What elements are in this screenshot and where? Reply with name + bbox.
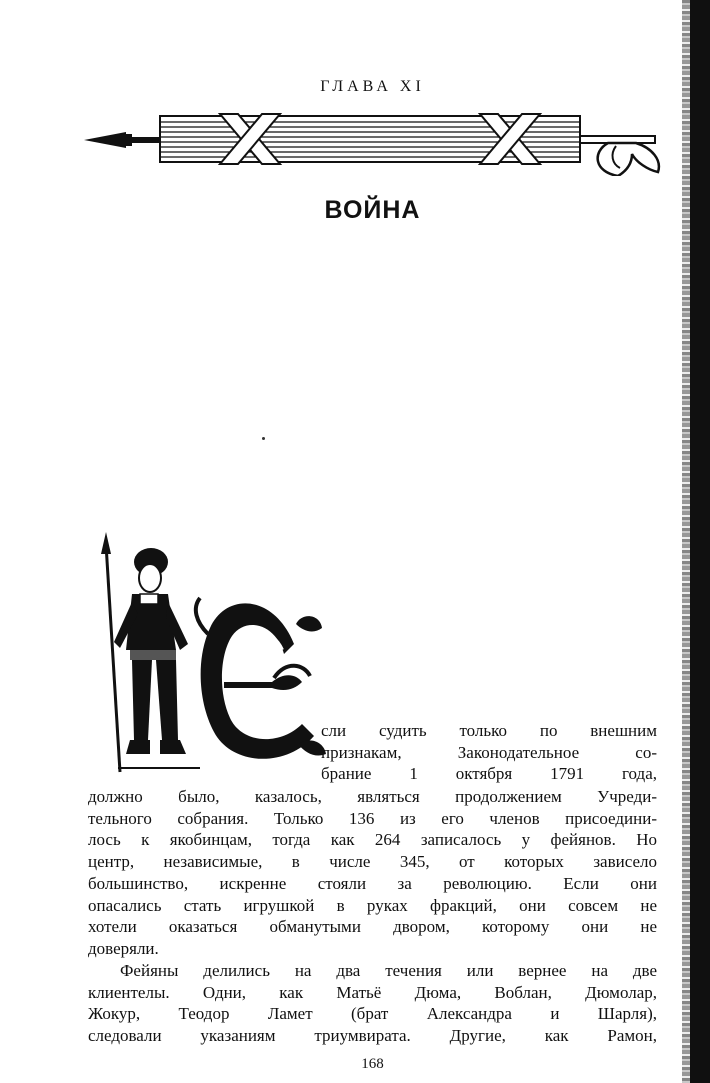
page-number: 168 — [361, 1056, 384, 1072]
text-line: лось к якобинцам, тогда как 264 записалось у фейянов. Но — [88, 830, 657, 850]
paragraph-2 — [88, 960, 657, 1047]
scan-edge-shadow — [690, 0, 710, 1083]
scan-speck — [262, 437, 265, 440]
text-line: признакам, Законодательное со- — [321, 742, 657, 762]
text-line: следовали указаниям триумвирата. Другие, как Рамон, — [88, 1026, 657, 1046]
text-line: брание 1 октября 1791 года, — [321, 764, 657, 784]
text-line: большинство, искренне стояли за революцию. Если они — [88, 873, 657, 893]
text-line: хотели оказаться обманутыми двором, которому они не — [88, 917, 657, 937]
chapter-title: ВОЙНА — [324, 196, 421, 224]
decorative-initial-letter — [96, 532, 328, 780]
text-line: должно было, казалось, являться продолжением Учреди- — [88, 787, 657, 806]
paragraph-1 — [88, 786, 657, 960]
text-line: центр, независимые, в числе 345, от которых зависело — [88, 852, 657, 872]
text-line: Фейяны делились на два течения или вернее на две — [120, 961, 657, 980]
text-line: опасались стать игрушкой в руках фракций, они совсем не — [88, 895, 657, 915]
text-line: доверяли. — [88, 938, 159, 958]
pike-and-axe-ornament — [80, 110, 662, 176]
text-line: сли судить только по внешним — [321, 721, 657, 740]
text-line: Жокур, Теодор Ламет (брат Александра и Шарля), — [88, 1004, 657, 1024]
text-line: клиентелы. Одни, как Матьё Дюма, Воблан, Дюмолар, — [88, 982, 657, 1002]
chapter-label: ГЛАВА XI — [320, 78, 425, 95]
indented-text-block — [321, 720, 657, 785]
text-line: тельного собрания. Только 136 из его членов присоедини- — [88, 808, 657, 828]
